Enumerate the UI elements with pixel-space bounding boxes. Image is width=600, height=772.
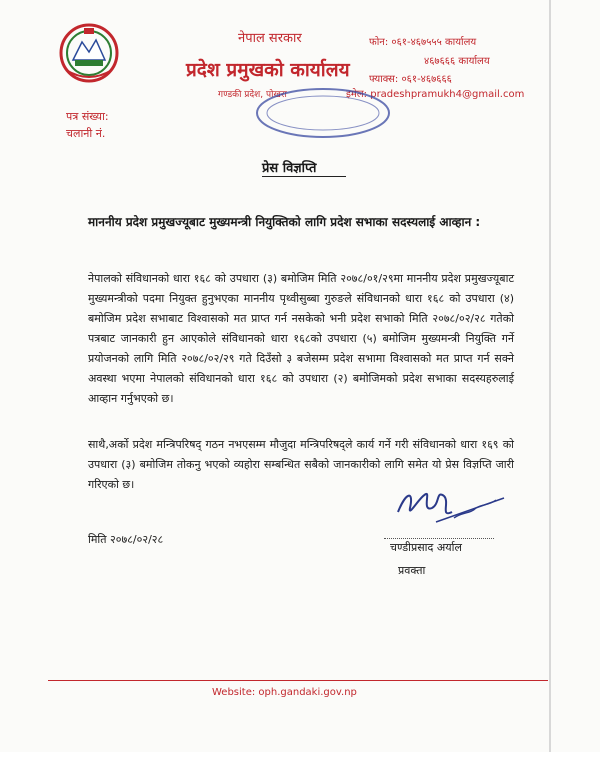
email-address: इमेल: pradeshpramukh4@gmail.com bbox=[346, 89, 525, 100]
signatory-title: प्रवक्ता bbox=[398, 564, 426, 577]
issue-date: मिति २०७८/०२/२८ bbox=[88, 533, 164, 546]
dispatch-number-label: चलानी नं. bbox=[66, 127, 106, 140]
reference-number-label: पत्र संख्या: bbox=[66, 110, 109, 123]
page-edge bbox=[549, 0, 551, 772]
body-paragraph-1: नेपालको संविधानको धारा १६८ को उपधारा (३) बमोजिम मिति २०७८/०१/२९मा माननीय प्रदेश प्रमुखज्यूबाट मुख्यमन्त्रीको पदमा नियुक्त हुनुभएका माननीय पृथ्वीसुब्बा गुरुङले संविधानको धारा १६८ को उपधारा (४) बमोजिम प्रदेश सभाबाट विश्वासको मत प्राप्त गर्न नसकेको भनी प्रदेश सभाको मिति २०७८/०२/२८ गतेको पत्रबाट जानकारी हुन आएकोले संविधानको धारा १६८को उपधारा (५) बमोजिम मुख्यमन्त्री नियुक्ति गर्ने प्रयोजनको लागि मिति २०७८/०२/२९ गते दिउँसो ३ बजेसम्म प्रदेश सभामा विश्वासको मत प्राप्त गर्न सक्ने अवस्था भएमा नेपालको संविधानको धारा १६८ को उपधारा (२) बमोजिमको प्रदेश सभाका सदस्यहरुलाई आव्हान गर्नुभएको छ। bbox=[88, 272, 514, 405]
phone-number: फोन: ०६१-४६७५५५ कार्यालय bbox=[369, 37, 477, 48]
handwritten-signature bbox=[392, 482, 512, 526]
body-paragraph-2: साथै,अर्को प्रदेश मन्त्रिपरिषद् गठन नभएसम्म मौजुदा मन्त्रिपरिषद्ले कार्य गर्ने गरी संविधानको धारा १६९ को उपधारा (३) बमोजिम तोकनु भएको व्यहोरा सम्बन्धित सबैको जानकारीको लागि समेत यो प्रेस विज्ञप्ति जारी गरिएको छ। bbox=[88, 438, 514, 491]
fax-number: फ्याक्स: ०६१-४६७६६६ bbox=[369, 74, 452, 85]
phone-number-2: ४६७६६६ कार्यालय bbox=[424, 56, 490, 67]
page-title: प्रेस विज्ञप्ति bbox=[262, 161, 317, 176]
title-underline bbox=[262, 176, 346, 177]
subject-line: माननीय प्रदेश प्रमुखज्यूबाट मुख्यमन्त्री नियुक्तिको लागि प्रदेश सभाका सदस्यलाई आव्हान : bbox=[88, 215, 481, 229]
signatory-name: चण्डीप्रसाद अर्याल bbox=[390, 541, 462, 554]
footer-divider bbox=[48, 680, 548, 681]
website-link[interactable]: Website: oph.gandaki.gov.np bbox=[212, 687, 357, 698]
office-address: गण्डकी प्रदेश, पोखरा bbox=[218, 90, 287, 100]
page-bottom-margin bbox=[0, 752, 600, 772]
coat-of-arms-emblem bbox=[58, 20, 120, 86]
office-stamp bbox=[248, 82, 398, 144]
office-name: प्रदेश प्रमुखको कार्यालय bbox=[186, 59, 350, 81]
government-line: नेपाल सरकार bbox=[238, 31, 302, 46]
signature-line bbox=[384, 538, 494, 539]
